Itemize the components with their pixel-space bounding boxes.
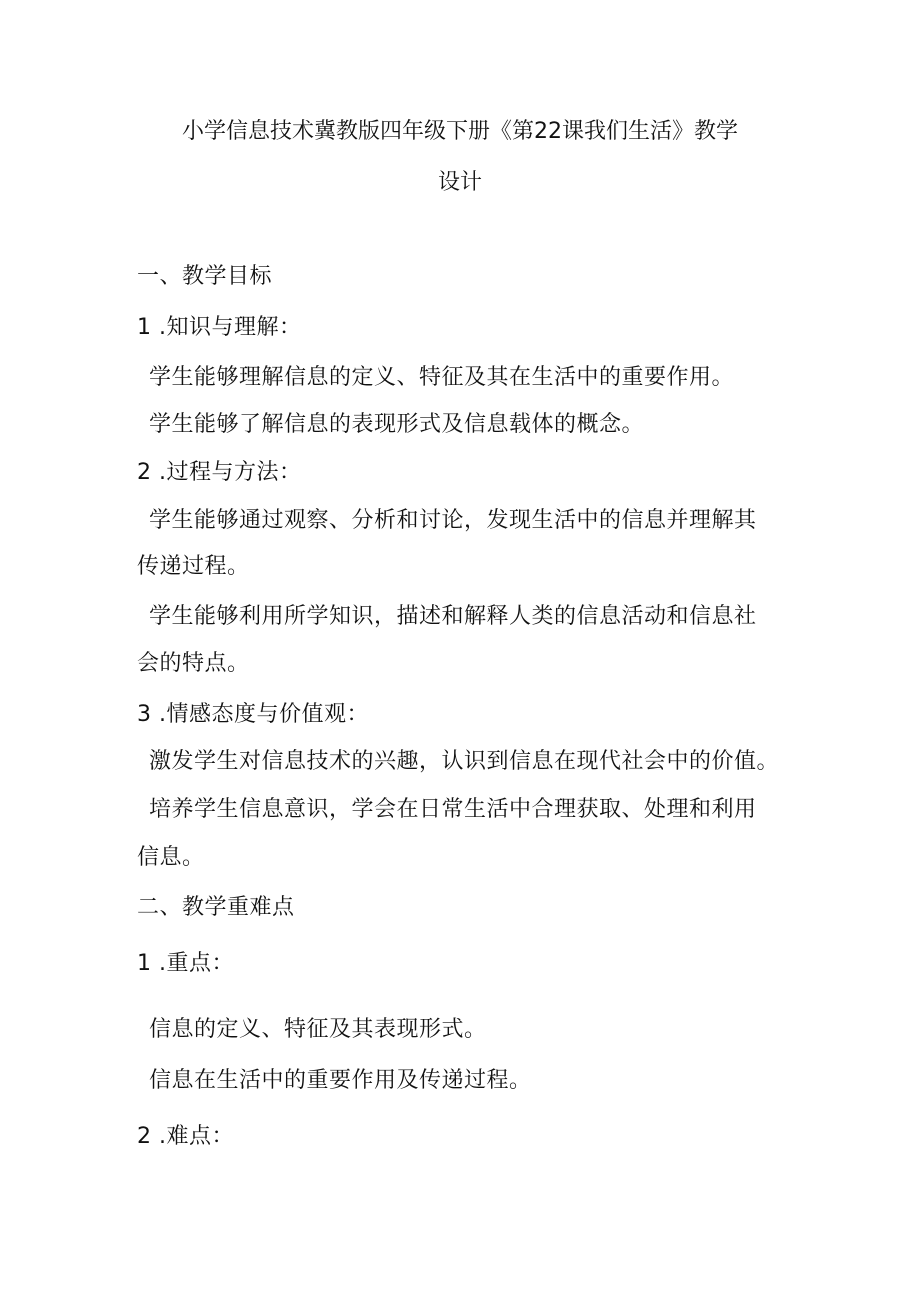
paragraph-line: 会的特点。 <box>137 651 250 676</box>
paragraph-line: 培养学生信息意识，学会在日常生活中合理获取、处理和利用 <box>149 797 757 822</box>
paragraph-line: 信息的定义、特征及其表现形式。 <box>149 1017 487 1042</box>
subsection-process: 2 .过程与方法： <box>137 460 302 485</box>
subsection-knowledge: 1 .知识与理解： <box>137 315 302 340</box>
paragraph-line: 学生能够了解信息的表现形式及信息载体的概念。 <box>149 412 645 437</box>
paragraph-line: 传递过程。 <box>137 554 250 579</box>
paragraph-line: 激发学生对信息技术的兴趣，认识到信息在现代社会中的价值。 <box>149 749 780 774</box>
paragraph-line: 学生能够利用所学知识，描述和解释人类的信息活动和信息社 <box>149 604 757 629</box>
section-heading-objectives: 一、教学目标 <box>137 264 273 289</box>
subsection-difficulties: 2 .难点： <box>137 1124 234 1149</box>
paragraph-line: 学生能够理解信息的定义、特征及其在生活中的重要作用。 <box>149 365 735 390</box>
paragraph-line: 学生能够通过观察、分析和讨论，发现生活中的信息并理解其 <box>149 508 757 533</box>
paragraph-line: 信息。 <box>137 845 205 870</box>
paragraph-line: 信息在生活中的重要作用及传递过程。 <box>149 1068 532 1093</box>
document-title-line1: 小学信息技术冀教版四年级下册《第22课我们生活》教学 <box>182 119 738 144</box>
section-heading-key-points: 二、教学重难点 <box>137 895 295 920</box>
subsection-attitude: 3 .情感态度与价值观： <box>137 702 369 727</box>
document-title-line2: 设计 <box>437 170 482 195</box>
subsection-key-points: 1 .重点： <box>137 951 234 976</box>
